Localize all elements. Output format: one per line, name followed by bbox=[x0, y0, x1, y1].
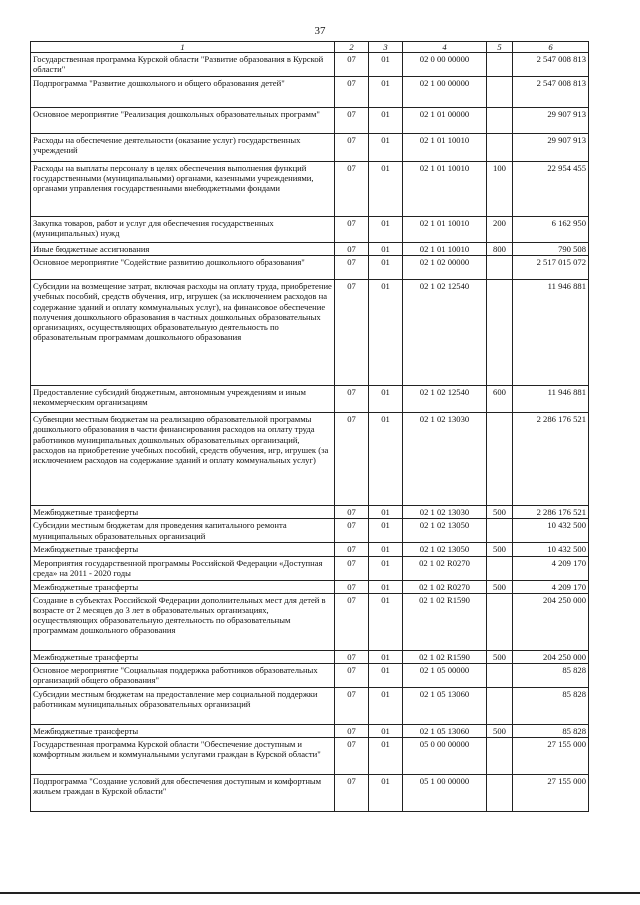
table-row bbox=[31, 774, 589, 811]
amount-cell: 204 250 000 bbox=[513, 650, 589, 663]
subsection-cell: 01 bbox=[369, 737, 403, 774]
target-article-cell: 02 1 05 00000 bbox=[403, 663, 487, 687]
target-article-cell: 02 1 00 00000 bbox=[403, 77, 487, 108]
amount-cell: 27 155 000 bbox=[513, 737, 589, 774]
section-cell: 07 bbox=[335, 737, 369, 774]
table-body bbox=[31, 53, 589, 812]
row-name-cell: Государственная программа Курской области "Развитие образования в Курской области" bbox=[31, 53, 335, 77]
section-cell: 07 bbox=[335, 556, 369, 580]
amount-cell: 11 946 881 bbox=[513, 386, 589, 413]
section-cell: 07 bbox=[335, 162, 369, 217]
row-name-cell: Расходы на обеспечение деятельности (оказание услуг) государственных учреждений bbox=[31, 134, 335, 162]
expense-type-cell: 600 bbox=[487, 386, 513, 413]
amount-cell: 4 209 170 bbox=[513, 580, 589, 593]
amount-cell: 85 828 bbox=[513, 687, 589, 724]
table-row bbox=[31, 217, 589, 243]
amount-cell: 2 517 015 072 bbox=[513, 256, 589, 280]
expense-type-cell bbox=[487, 774, 513, 811]
row-name-cell: Государственная программа Курской области "Обеспечение доступным и комфортным жильем и коммунальными услугами граждан в Курской области" bbox=[31, 737, 335, 774]
target-article-cell: 02 1 02 12540 bbox=[403, 280, 487, 386]
target-article-cell: 02 1 02 R1590 bbox=[403, 593, 487, 650]
table-row bbox=[31, 108, 589, 134]
row-name-cell: Межбюджетные трансферты bbox=[31, 650, 335, 663]
target-article-cell: 02 1 02 13030 bbox=[403, 413, 487, 506]
expense-type-cell bbox=[487, 593, 513, 650]
target-article-cell: 02 1 05 13060 bbox=[403, 687, 487, 724]
table-row bbox=[31, 53, 589, 77]
budget-table bbox=[30, 41, 589, 812]
row-name-cell: Расходы на выплаты персоналу в целях обеспечения выполнения функций государственными (муниципальными) органами, казенными учреждениями, органами управления государственными внебюджетными фондами bbox=[31, 162, 335, 217]
target-article-cell: 02 1 02 13030 bbox=[403, 506, 487, 519]
subsection-cell: 01 bbox=[369, 724, 403, 737]
amount-cell: 27 155 000 bbox=[513, 774, 589, 811]
amount-cell: 6 162 950 bbox=[513, 217, 589, 243]
row-name-cell: Создание в субъектах Российской Федерации дополнительных мест для детей в возрасте от 2 месяцев до 3 лет в образовательных организациях, осуществляющих образовательную деятельность по образовательным программам дошкольного образования bbox=[31, 593, 335, 650]
table-row bbox=[31, 134, 589, 162]
subsection-cell: 01 bbox=[369, 243, 403, 256]
table-row bbox=[31, 663, 589, 687]
subsection-cell: 01 bbox=[369, 77, 403, 108]
table-row bbox=[31, 737, 589, 774]
subsection-cell: 01 bbox=[369, 53, 403, 77]
section-cell: 07 bbox=[335, 243, 369, 256]
row-name-cell: Мероприятия государственной программы Российской Федерации «Доступная среда» на 2011 - 2020 годы bbox=[31, 556, 335, 580]
amount-cell: 29 907 913 bbox=[513, 134, 589, 162]
table-row bbox=[31, 506, 589, 519]
amount-cell: 4 209 170 bbox=[513, 556, 589, 580]
section-cell: 07 bbox=[335, 280, 369, 386]
expense-type-cell: 500 bbox=[487, 724, 513, 737]
table-row bbox=[31, 593, 589, 650]
table-row bbox=[31, 162, 589, 217]
section-cell: 07 bbox=[335, 650, 369, 663]
row-name-cell: Подпрограмма "Развитие дошкольного и общего образования детей" bbox=[31, 77, 335, 108]
expense-type-cell: 800 bbox=[487, 243, 513, 256]
expense-type-cell: 500 bbox=[487, 580, 513, 593]
expense-type-cell bbox=[487, 280, 513, 386]
expense-type-cell: 500 bbox=[487, 650, 513, 663]
section-cell: 07 bbox=[335, 543, 369, 556]
target-article-cell: 02 1 01 10010 bbox=[403, 217, 487, 243]
table-row bbox=[31, 243, 589, 256]
row-name-cell: Межбюджетные трансферты bbox=[31, 543, 335, 556]
expense-type-cell bbox=[487, 556, 513, 580]
row-name-cell: Закупка товаров, работ и услуг для обеспечения государственных (муниципальных) нужд bbox=[31, 217, 335, 243]
target-article-cell: 02 1 02 13050 bbox=[403, 543, 487, 556]
column-header: 5 bbox=[487, 42, 513, 53]
table-row bbox=[31, 724, 589, 737]
row-name-cell: Основное мероприятие "Содействие развитию дошкольного образования" bbox=[31, 256, 335, 280]
target-article-cell: 02 1 02 R1590 bbox=[403, 650, 487, 663]
amount-cell: 85 828 bbox=[513, 724, 589, 737]
expense-type-cell bbox=[487, 53, 513, 77]
table-row bbox=[31, 386, 589, 413]
target-article-cell: 02 1 02 13050 bbox=[403, 519, 487, 543]
section-cell: 07 bbox=[335, 108, 369, 134]
table-row bbox=[31, 256, 589, 280]
expense-type-cell: 200 bbox=[487, 217, 513, 243]
section-cell: 07 bbox=[335, 580, 369, 593]
target-article-cell: 02 1 01 00000 bbox=[403, 108, 487, 134]
subsection-cell: 01 bbox=[369, 556, 403, 580]
section-cell: 07 bbox=[335, 134, 369, 162]
expense-type-cell: 100 bbox=[487, 162, 513, 217]
target-article-cell: 02 1 01 10010 bbox=[403, 243, 487, 256]
row-name-cell: Основное мероприятие "Реализация дошкольных образовательных программ" bbox=[31, 108, 335, 134]
subsection-cell: 01 bbox=[369, 108, 403, 134]
bottom-rule bbox=[0, 892, 640, 894]
column-header: 3 bbox=[369, 42, 403, 53]
row-name-cell: Субвенции местным бюджетам на реализацию образовательной программы дошкольного образования в части финансирования расходов на оплату труда работников муниципальных дошкольных образовательных организаций, расходов на приобретение учебных пособий, средств обучения, игр, игрушек (за исключением расходов на содержание зданий и оплату коммунальных услуг) bbox=[31, 413, 335, 506]
expense-type-cell bbox=[487, 108, 513, 134]
section-cell: 07 bbox=[335, 386, 369, 413]
amount-cell: 2 286 176 521 bbox=[513, 413, 589, 506]
amount-cell: 790 508 bbox=[513, 243, 589, 256]
table-row bbox=[31, 543, 589, 556]
subsection-cell: 01 bbox=[369, 386, 403, 413]
section-cell: 07 bbox=[335, 724, 369, 737]
expense-type-cell bbox=[487, 663, 513, 687]
target-article-cell: 02 1 01 10010 bbox=[403, 162, 487, 217]
expense-type-cell bbox=[487, 256, 513, 280]
subsection-cell: 01 bbox=[369, 162, 403, 217]
amount-cell: 29 907 913 bbox=[513, 108, 589, 134]
column-header: 1 bbox=[31, 42, 335, 53]
row-name-cell: Основное мероприятие "Социальная поддержка работников образовательных организаций общего образования" bbox=[31, 663, 335, 687]
table-row bbox=[31, 556, 589, 580]
table-row bbox=[31, 650, 589, 663]
section-cell: 07 bbox=[335, 663, 369, 687]
amount-cell: 204 250 000 bbox=[513, 593, 589, 650]
amount-cell: 2 547 008 813 bbox=[513, 53, 589, 77]
row-name-cell: Субсидии местным бюджетам для проведения капитального ремонта муниципальных образовательных организаций bbox=[31, 519, 335, 543]
subsection-cell: 01 bbox=[369, 413, 403, 506]
subsection-cell: 01 bbox=[369, 774, 403, 811]
section-cell: 07 bbox=[335, 687, 369, 724]
subsection-cell: 01 bbox=[369, 217, 403, 243]
subsection-cell: 01 bbox=[369, 506, 403, 519]
expense-type-cell bbox=[487, 413, 513, 506]
target-article-cell: 02 1 02 00000 bbox=[403, 256, 487, 280]
table-row bbox=[31, 413, 589, 506]
section-cell: 07 bbox=[335, 217, 369, 243]
subsection-cell: 01 bbox=[369, 519, 403, 543]
expense-type-cell bbox=[487, 687, 513, 724]
expense-type-cell: 500 bbox=[487, 506, 513, 519]
amount-cell: 85 828 bbox=[513, 663, 589, 687]
expense-type-cell bbox=[487, 77, 513, 108]
table-row bbox=[31, 687, 589, 724]
section-cell: 07 bbox=[335, 774, 369, 811]
row-name-cell: Межбюджетные трансферты bbox=[31, 506, 335, 519]
section-cell: 07 bbox=[335, 413, 369, 506]
table-row bbox=[31, 580, 589, 593]
row-name-cell: Подпрограмма "Создание условий для обеспечения доступным и комфортным жильем граждан в Курской области" bbox=[31, 774, 335, 811]
expense-type-cell: 500 bbox=[487, 543, 513, 556]
row-name-cell: Межбюджетные трансферты bbox=[31, 580, 335, 593]
amount-cell: 11 946 881 bbox=[513, 280, 589, 386]
subsection-cell: 01 bbox=[369, 663, 403, 687]
row-name-cell: Межбюджетные трансферты bbox=[31, 724, 335, 737]
section-cell: 07 bbox=[335, 53, 369, 77]
column-header: 6 bbox=[513, 42, 589, 53]
table-row bbox=[31, 280, 589, 386]
target-article-cell: 02 1 05 13060 bbox=[403, 724, 487, 737]
row-name-cell: Иные бюджетные ассигнования bbox=[31, 243, 335, 256]
subsection-cell: 01 bbox=[369, 593, 403, 650]
column-header: 2 bbox=[335, 42, 369, 53]
table-row bbox=[31, 77, 589, 108]
section-cell: 07 bbox=[335, 256, 369, 280]
expense-type-cell bbox=[487, 134, 513, 162]
target-article-cell: 02 1 02 R0270 bbox=[403, 580, 487, 593]
subsection-cell: 01 bbox=[369, 280, 403, 386]
subsection-cell: 01 bbox=[369, 134, 403, 162]
subsection-cell: 01 bbox=[369, 256, 403, 280]
section-cell: 07 bbox=[335, 77, 369, 108]
amount-cell: 2 286 176 521 bbox=[513, 506, 589, 519]
expense-type-cell bbox=[487, 519, 513, 543]
amount-cell: 2 547 008 813 bbox=[513, 77, 589, 108]
row-name-cell: Предоставление субсидий бюджетным, автономным учреждениям и иным некоммерческим организациям bbox=[31, 386, 335, 413]
target-article-cell: 05 0 00 00000 bbox=[403, 737, 487, 774]
expense-type-cell bbox=[487, 737, 513, 774]
page-number: 37 bbox=[314, 25, 326, 37]
column-header: 4 bbox=[403, 42, 487, 53]
target-article-cell: 05 1 00 00000 bbox=[403, 774, 487, 811]
section-cell: 07 bbox=[335, 593, 369, 650]
table-header-row bbox=[31, 42, 589, 53]
subsection-cell: 01 bbox=[369, 543, 403, 556]
table-row bbox=[31, 519, 589, 543]
amount-cell: 10 432 500 bbox=[513, 543, 589, 556]
target-article-cell: 02 1 01 10010 bbox=[403, 134, 487, 162]
amount-cell: 10 432 500 bbox=[513, 519, 589, 543]
subsection-cell: 01 bbox=[369, 580, 403, 593]
target-article-cell: 02 1 02 R0270 bbox=[403, 556, 487, 580]
target-article-cell: 02 1 02 12540 bbox=[403, 386, 487, 413]
target-article-cell: 02 0 00 00000 bbox=[403, 53, 487, 77]
section-cell: 07 bbox=[335, 519, 369, 543]
row-name-cell: Субсидии местным бюджетам на предоставление мер социальной поддержки работникам муниципальных образовательных организаций bbox=[31, 687, 335, 724]
row-name-cell: Субсидии на возмещение затрат, включая расходы на оплату труда, приобретение учебных пособий, средств обучения, игр, игрушек (за исключением расходов на содержание зданий и оплату коммунальных услуг), на финансовое обеспечение получения дошкольного образования в частных дошкольных образовательных организациях, осуществляющих образовательную деятельность по образовательным программам дошкольного образования bbox=[31, 280, 335, 386]
amount-cell: 22 954 455 bbox=[513, 162, 589, 217]
section-cell: 07 bbox=[335, 506, 369, 519]
subsection-cell: 01 bbox=[369, 687, 403, 724]
subsection-cell: 01 bbox=[369, 650, 403, 663]
